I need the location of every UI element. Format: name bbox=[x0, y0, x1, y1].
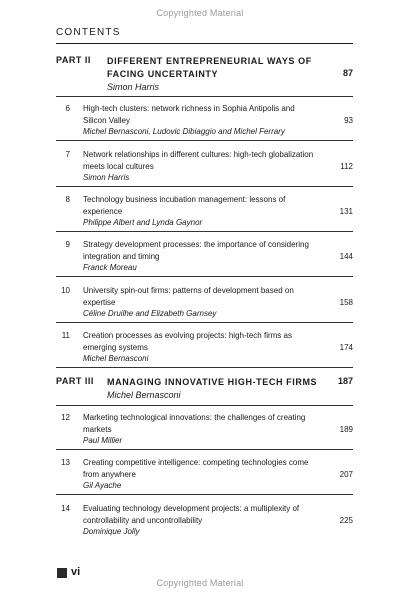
chapter-number: 6 bbox=[65, 104, 70, 113]
chapter-page: 112 bbox=[340, 161, 353, 171]
page-header: CONTENTS bbox=[56, 27, 121, 38]
chapter-title-text: Creating competitive intelligence: competing technologies come from anywhere bbox=[83, 458, 309, 479]
footer-marker bbox=[57, 568, 67, 578]
chapter-page: 174 bbox=[339, 342, 353, 352]
chapter-title-text: Technology business incubation management: lessons of experience bbox=[83, 195, 286, 216]
chapter-page: 144 bbox=[339, 251, 353, 261]
part-author: Michel Bernasconi bbox=[107, 390, 181, 400]
chapter-title bbox=[83, 149, 315, 184]
chapter-number: 12 bbox=[61, 413, 70, 422]
chapter-title-text: Network relationships in different cultures: high-tech globalization meets local cultures bbox=[83, 150, 314, 171]
chapter-number: 9 bbox=[65, 240, 70, 249]
part-page: 187 bbox=[337, 376, 353, 386]
part-author: Simon Harris bbox=[107, 82, 160, 92]
chapter-author: Gil Ayache bbox=[83, 481, 122, 490]
chapter-author: Simon Harris bbox=[83, 173, 130, 182]
chapter-title bbox=[83, 412, 315, 447]
chapter-title-text: Marketing technological innovations: the challenges of creating markets bbox=[83, 413, 306, 434]
watermark-top: Copyrighted Material bbox=[156, 8, 244, 18]
chapter-page: 93 bbox=[344, 115, 353, 125]
chapter-author: Michel Bernasconi bbox=[83, 354, 149, 363]
chapter-number: 13 bbox=[61, 458, 70, 467]
divider bbox=[56, 96, 353, 97]
part-title-text: MANAGING INNOVATIVE HIGH-TECH FIRMS bbox=[107, 377, 318, 387]
chapter-title bbox=[83, 285, 315, 320]
divider bbox=[56, 231, 353, 232]
chapter-number: 10 bbox=[61, 286, 70, 295]
chapter-author: Paul Millier bbox=[83, 436, 123, 445]
divider bbox=[56, 140, 353, 141]
chapter-author: Franck Moreau bbox=[83, 263, 137, 272]
divider bbox=[56, 405, 353, 406]
divider bbox=[56, 276, 353, 277]
chapter-title bbox=[83, 194, 315, 229]
chapter-author: Michel Bernasconi, Ludovic Dibiaggio and Michel Ferrary bbox=[83, 127, 285, 136]
chapter-title bbox=[83, 239, 315, 274]
chapter-number: 7 bbox=[65, 150, 70, 159]
chapter-author: Philippe Albert and Lynda Gaynor bbox=[83, 218, 203, 227]
chapter-title bbox=[83, 503, 315, 538]
watermark-bottom: Copyrighted Material bbox=[156, 578, 244, 588]
chapter-title bbox=[83, 457, 315, 492]
chapter-author: Céline Druilhe and Elizabeth Garnsey bbox=[83, 309, 217, 318]
chapter-title bbox=[83, 103, 315, 138]
chapter-author: Dominique Jolly bbox=[83, 527, 140, 536]
footer-page-number: vi bbox=[71, 566, 81, 578]
header-rule bbox=[56, 43, 353, 44]
divider bbox=[56, 322, 353, 323]
part-label: PART II bbox=[56, 55, 91, 65]
chapter-page: 225 bbox=[339, 515, 353, 525]
chapter-page: 189 bbox=[339, 424, 353, 434]
chapter-title bbox=[83, 330, 315, 365]
chapter-title-text: University spin-out firms: patterns of development based on expertise bbox=[83, 286, 294, 307]
chapter-title-text: Strategy development processes: the importance of considering integration and timing bbox=[83, 240, 309, 261]
chapter-title-text: Evaluating technology development projects: a multiplexity of controllability and uncontrollability bbox=[83, 504, 300, 525]
divider bbox=[56, 367, 353, 368]
chapter-title-text: High-tech clusters: network richness in Sophia Antipolis and Silicon Valley bbox=[83, 104, 295, 125]
part-label: PART III bbox=[56, 376, 94, 386]
part-title bbox=[107, 55, 327, 94]
chapter-page: 158 bbox=[339, 297, 353, 307]
chapter-page: 207 bbox=[339, 469, 353, 479]
divider bbox=[56, 449, 353, 450]
part-title-text: DIFFERENT ENTREPRENEURIAL WAYS OF FACING UNCERTAINTY bbox=[107, 56, 312, 79]
chapter-number: 14 bbox=[61, 504, 70, 513]
chapter-title-text: Creation processes as evolving projects: high-tech firms as emerging systems bbox=[83, 331, 292, 352]
chapter-number: 8 bbox=[65, 195, 70, 204]
chapter-page: 131 bbox=[339, 206, 353, 216]
part-title bbox=[107, 376, 327, 402]
chapter-number: 11 bbox=[61, 331, 70, 340]
divider bbox=[56, 494, 353, 495]
divider bbox=[56, 186, 353, 187]
part-page: 87 bbox=[342, 68, 353, 78]
